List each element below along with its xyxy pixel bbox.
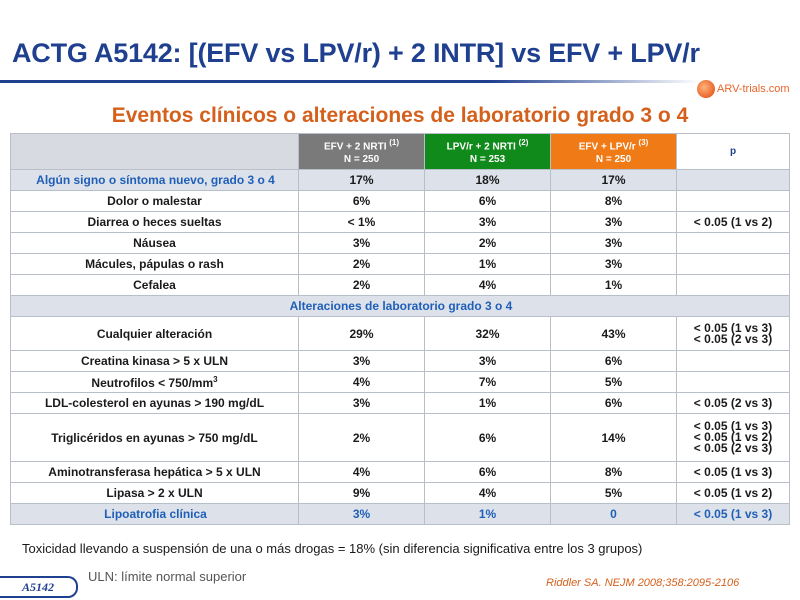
section-label: Alteraciones de laboratorio grado 3 o 4	[11, 296, 790, 317]
slide-title: ACTG A5142: [(EFV vs LPV/r) + 2 INTR] vs EFV + LPV/r	[12, 38, 700, 68]
cell-lpv: 6%	[425, 191, 551, 212]
table-row	[11, 254, 790, 275]
cell-lpv: 4%	[425, 483, 551, 504]
header-lpv-sup: (2)	[518, 138, 529, 148]
cell-efv: 3%	[299, 351, 425, 372]
p-line: < 0.05 (1 vs 2)	[693, 430, 773, 444]
cell-efv: 3%	[299, 233, 425, 254]
p-line: < 0.05 (2 vs 3)	[693, 441, 773, 455]
cell-lpv: 3%	[425, 351, 551, 372]
table-row	[11, 191, 790, 212]
cell-combo: 17%	[551, 170, 677, 191]
cell-p	[677, 351, 790, 372]
cell-efv: 4%	[299, 462, 425, 483]
cell-lpv: 6%	[425, 462, 551, 483]
cell-p	[677, 275, 790, 296]
cell-combo: 6%	[551, 351, 677, 372]
cell-lpv: 18%	[425, 170, 551, 191]
arv-trials-logo	[697, 78, 790, 100]
header-p: p	[677, 134, 790, 170]
cell-combo: 0	[551, 504, 677, 525]
header-efv-name: EFV + 2 NRTI	[323, 141, 387, 153]
row-label: Cualquier alteración	[11, 317, 299, 351]
adverse-events-table	[10, 133, 790, 525]
cell-p	[677, 372, 790, 393]
cell-lpv: 4%	[425, 275, 551, 296]
header-lpv-n: N = 253	[469, 153, 506, 165]
cell-p: < 0.05 (1 vs 3)	[677, 462, 790, 483]
table-row	[11, 212, 790, 233]
study-badge: A5142	[0, 576, 78, 598]
cell-lpv: 2%	[425, 233, 551, 254]
table-row	[11, 462, 790, 483]
cell-efv: < 1%	[299, 212, 425, 233]
cell-p	[677, 254, 790, 275]
cell-combo: 8%	[551, 191, 677, 212]
row-label: Lipoatrofia clínica	[11, 504, 299, 525]
header-lpv	[425, 134, 551, 170]
cell-p	[677, 233, 790, 254]
row-label: Dolor o malestar	[11, 191, 299, 212]
row-label: Aminotransferasa hepática > 5 x ULN	[11, 462, 299, 483]
cell-combo: 6%	[551, 393, 677, 414]
cell-combo: 1%	[551, 275, 677, 296]
table-row	[11, 351, 790, 372]
cell-combo: 3%	[551, 254, 677, 275]
p-line: < 0.05 (2 vs 3)	[693, 331, 773, 346]
table-row	[11, 233, 790, 254]
cell-lpv: 1%	[425, 504, 551, 525]
table-row	[11, 414, 790, 462]
logo-text: ARV-trials.com	[717, 83, 790, 95]
cell-combo: 43%	[551, 317, 677, 351]
cell-combo: 5%	[551, 483, 677, 504]
table-row	[11, 393, 790, 414]
header-lpv-name: LPV/r + 2 NRTI	[446, 141, 516, 153]
uln-note: ULN: límite normal superior	[88, 569, 247, 584]
toxicity-note: Toxicidad llevando a suspensión de una o más drogas = 18% (sin diferencia significativa entre los 3 grupos)	[22, 541, 643, 556]
logo-icon	[697, 80, 715, 98]
cell-efv: 4%	[299, 372, 425, 393]
section-row-lab	[11, 296, 790, 317]
header-efv-sup: (1)	[389, 138, 400, 148]
row-label: Algún signo o síntoma nuevo, grado 3 o 4	[11, 170, 299, 191]
table-row-lipoatrofia	[11, 504, 790, 525]
p-line: < 0.05 (1 vs 3)	[693, 320, 773, 335]
cell-combo: 3%	[551, 212, 677, 233]
cell-combo: 14%	[551, 414, 677, 462]
cell-p: < 0.05 (1 vs 3)	[677, 504, 790, 525]
cell-lpv: 3%	[425, 212, 551, 233]
cell-p	[677, 170, 790, 191]
cell-efv: 9%	[299, 483, 425, 504]
header-combo	[551, 134, 677, 170]
cell-efv: 3%	[299, 504, 425, 525]
table-row	[11, 317, 790, 351]
cell-efv: 29%	[299, 317, 425, 351]
row-label	[11, 372, 299, 393]
cell-p	[677, 414, 790, 462]
cell-efv: 2%	[299, 414, 425, 462]
cell-lpv: 1%	[425, 254, 551, 275]
row-label: Mácules, pápulas o rash	[11, 254, 299, 275]
slide-subtitle: Eventos clínicos o alteraciones de laboratorio grado 3 o 4	[111, 104, 689, 127]
cell-p: < 0.05 (1 vs 2)	[677, 483, 790, 504]
cell-lpv: 32%	[425, 317, 551, 351]
row-label: Diarrea o heces sueltas	[11, 212, 299, 233]
cell-efv: 6%	[299, 191, 425, 212]
cell-efv: 2%	[299, 254, 425, 275]
cell-combo: 5%	[551, 372, 677, 393]
cell-lpv: 6%	[425, 414, 551, 462]
table-row	[11, 483, 790, 504]
cell-efv: 2%	[299, 275, 425, 296]
header-combo-name: EFV + LPV/r	[578, 141, 636, 153]
row-label: Cefalea	[11, 275, 299, 296]
header-combo-n: N = 250	[595, 153, 632, 165]
row-label: LDL-colesterol en ayunas > 190 mg/dL	[11, 393, 299, 414]
cell-efv: 17%	[299, 170, 425, 191]
cell-lpv: 1%	[425, 393, 551, 414]
row-label: Triglicéridos en ayunas > 750 mg/dL	[11, 414, 299, 462]
header-efv	[299, 134, 425, 170]
cell-efv: 3%	[299, 393, 425, 414]
cell-p: < 0.05 (1 vs 2)	[677, 212, 790, 233]
table-row	[11, 372, 790, 393]
reference: Riddler SA. NEJM 2008;358:2095-2106	[546, 577, 740, 589]
row-label: Náusea	[11, 233, 299, 254]
cell-p: < 0.05 (2 vs 3)	[677, 393, 790, 414]
cell-p	[677, 317, 790, 351]
table-header-row	[11, 134, 790, 170]
row-label: Creatina kinasa > 5 x ULN	[11, 351, 299, 372]
p-line: < 0.05 (1 vs 3)	[693, 419, 773, 433]
table-row	[11, 275, 790, 296]
header-efv-n: N = 250	[343, 153, 380, 165]
row-label-sup: 3	[213, 374, 218, 384]
title-divider	[0, 80, 700, 83]
table-row	[11, 170, 790, 191]
row-label: Lipasa > 2 x ULN	[11, 483, 299, 504]
header-combo-sup: (3)	[638, 138, 649, 148]
cell-lpv: 7%	[425, 372, 551, 393]
header-blank-cell	[11, 134, 299, 170]
cell-combo: 8%	[551, 462, 677, 483]
cell-p	[677, 191, 790, 212]
cell-combo: 3%	[551, 233, 677, 254]
row-label-text: Neutrofilos < 750/mm	[91, 375, 214, 390]
